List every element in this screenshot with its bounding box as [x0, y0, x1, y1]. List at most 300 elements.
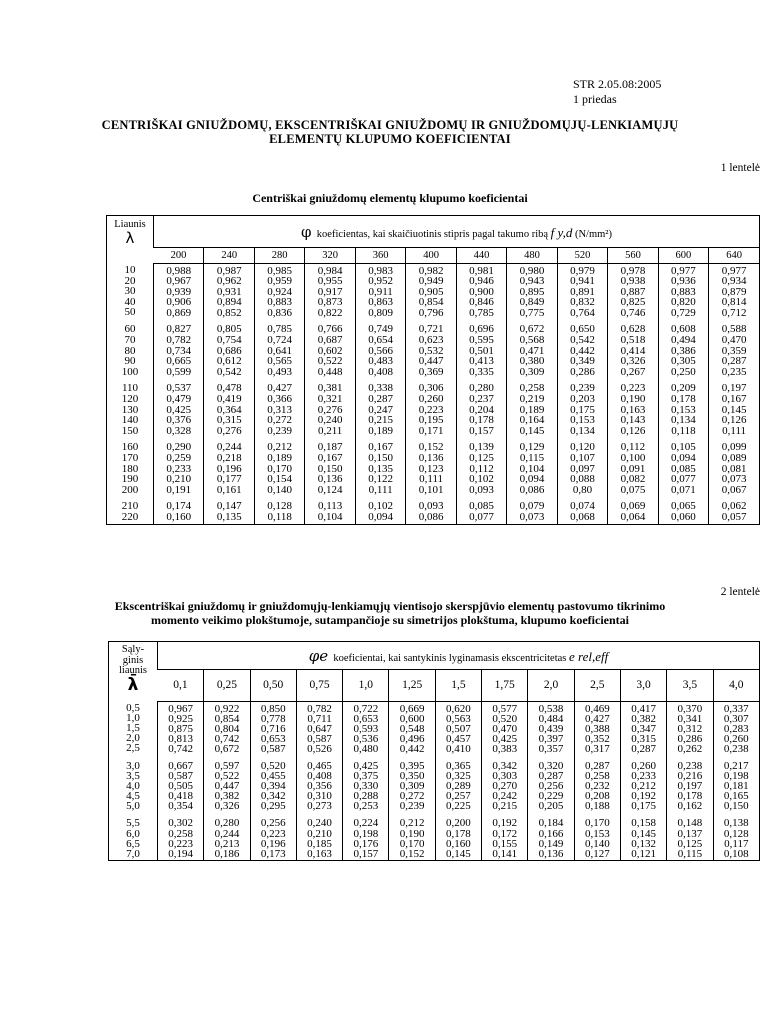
- coefficient-value: 0,126: [721, 414, 747, 427]
- coefficient-cell: [343, 755, 389, 812]
- coefficient-cell: [204, 319, 254, 378]
- coefficient-value: 0,978: [620, 264, 646, 277]
- coefficient-value: 0,846: [469, 296, 494, 309]
- coefficient-value: 0,470: [492, 722, 518, 735]
- coefficient-value: 0,270: [492, 780, 518, 793]
- coefficient-value: 0,257: [446, 790, 471, 803]
- coefficient-value: 0,979: [570, 264, 595, 277]
- coefficient-cell: [658, 437, 708, 496]
- coefficient-value: 0,599: [166, 365, 192, 378]
- coefficient-cell: [482, 755, 528, 812]
- coefficient-value: 0,136: [418, 452, 444, 464]
- coefficient-value: 0,922: [214, 702, 240, 715]
- coefficient-cell: [713, 701, 759, 755]
- lambda-cell: [107, 263, 154, 319]
- coefficient-value: 0,155: [492, 837, 518, 850]
- coefficient-value: 0,125: [469, 452, 494, 464]
- coefficient-value: 0,079: [519, 500, 545, 513]
- coefficient-cell: [557, 378, 607, 437]
- coefficient-cell: [667, 701, 713, 755]
- coefficient-value: 0,127: [584, 847, 610, 860]
- coefficient-value: 0,137: [677, 827, 703, 840]
- caption-line-2: momento veikimo plokštumoje, sutampančioje su simetrijos plokštuma, klupumo koeficientai: [150, 613, 629, 627]
- column-header: 1,5: [435, 670, 481, 701]
- coefficient-value: 0,850: [260, 702, 286, 715]
- coefficient-value: 0,244: [216, 441, 242, 454]
- coefficient-value: 0,242: [492, 790, 518, 803]
- coefficient-value: 0,276: [216, 424, 242, 437]
- coefficient-value: 0,820: [671, 296, 696, 309]
- column-header: 0,50: [250, 670, 296, 701]
- coefficient-value: 0,064: [620, 510, 646, 523]
- coefficient-value: 0,145: [631, 827, 656, 840]
- coefficient-value: 0,115: [519, 452, 545, 464]
- coefficient-value: 0,863: [368, 296, 393, 309]
- coefficient-value: 0,178: [469, 414, 494, 427]
- coefficient-value: 0,166: [538, 827, 564, 840]
- coefficient-value: 0,977: [671, 264, 696, 277]
- coefficient-value: 0,895: [519, 285, 545, 298]
- coefficient-value: 0,427: [267, 382, 293, 395]
- column-header: 240: [204, 248, 254, 263]
- coefficient-value: 0,198: [353, 827, 379, 840]
- lambda-value: 190: [121, 473, 139, 486]
- coefficient-value: 0,647: [307, 722, 332, 735]
- coefficient-value: 0,309: [399, 780, 425, 793]
- table-row-group: [107, 263, 760, 319]
- lambda-value: 180: [121, 462, 139, 475]
- coefficient-value: 0,060: [671, 510, 696, 523]
- coefficient-value: 0,522: [214, 770, 240, 783]
- coefficient-value: 0,983: [368, 264, 393, 277]
- coefficient-value: 0,335: [469, 365, 494, 378]
- coefficient-value: 0,984: [317, 264, 343, 277]
- coefficient-value: 0,306: [418, 382, 444, 395]
- coefficient-value: 0,160: [446, 837, 471, 850]
- coefficient-value: 0,465: [307, 759, 332, 772]
- coefficient-value: 0,326: [620, 355, 646, 368]
- coefficient-value: 0,094: [671, 452, 696, 464]
- coefficient-cell: [250, 812, 296, 860]
- coefficient-cell: [435, 701, 481, 755]
- coefficient-value: 0,164: [519, 414, 545, 427]
- coefficient-value: 0,388: [584, 722, 610, 735]
- coefficient-value: 0,321: [317, 393, 343, 406]
- coefficient-value: 0,494: [671, 334, 696, 347]
- coefficient-value: 0,135: [368, 462, 393, 475]
- column-header: 600: [658, 248, 708, 263]
- coefficient-value: 0,117: [724, 837, 749, 850]
- coefficient-value: 0,194: [168, 847, 194, 860]
- coefficient-value: 0,352: [584, 732, 610, 745]
- coefficient-value: 0,501: [469, 344, 494, 357]
- coefficient-cell: [658, 378, 708, 437]
- coefficient-value: 0,315: [216, 414, 242, 427]
- coefficient-value: 0,126: [620, 424, 646, 437]
- coefficient-value: 0,287: [584, 759, 610, 772]
- coefficient-value: 0,112: [620, 441, 646, 454]
- coefficient-value: 0,280: [214, 817, 240, 830]
- coefficient-value: 0,240: [317, 414, 343, 427]
- coefficient-value: 0,479: [166, 393, 192, 406]
- lambda-value: 40: [124, 295, 136, 308]
- coefficient-cell: [355, 263, 405, 319]
- coefficient-value: 0,941: [570, 275, 595, 288]
- coefficient-value: 0,366: [267, 393, 293, 406]
- coefficient-value: 0,140: [584, 837, 610, 850]
- coefficient-value: 0,077: [671, 473, 696, 486]
- table-row-group: [109, 701, 760, 755]
- lambda-cell: [107, 437, 154, 496]
- coefficient-value: 0,104: [519, 462, 545, 475]
- page-title: [100, 118, 680, 146]
- erel-symbol: e rel,eff: [569, 648, 609, 664]
- coefficient-value: 0,665: [166, 355, 192, 368]
- coefficient-value: 0,211: [317, 424, 343, 437]
- coefficient-cell: [296, 812, 342, 860]
- table-row-group: [107, 496, 760, 524]
- coefficient-value: 0,310: [307, 790, 332, 803]
- coefficient-value: 0,178: [677, 790, 703, 803]
- lambda-cell: [107, 319, 154, 378]
- coefficient-cell: [620, 812, 666, 860]
- coefficient-cell: [667, 812, 713, 860]
- coefficient-value: 0,094: [368, 510, 393, 523]
- coefficient-value: 0,189: [368, 424, 393, 437]
- coefficient-value: 0,209: [671, 382, 696, 395]
- coefficient-cell: [709, 496, 760, 524]
- coefficient-value: 0,936: [671, 275, 696, 288]
- lambda-value: 150: [121, 424, 139, 437]
- row-header-line-3: liaunis: [119, 665, 147, 676]
- coefficient-value: 0,526: [307, 742, 332, 755]
- coefficient-cell: [204, 378, 254, 437]
- coefficient-value: 0,223: [260, 827, 286, 840]
- coefficient-value: 0,782: [307, 702, 332, 715]
- coefficient-cell: [154, 437, 204, 496]
- coefficient-value: 0,185: [307, 837, 332, 850]
- coefficient-value: 0,111: [419, 473, 444, 486]
- coefficient-value: 0,069: [620, 500, 646, 513]
- coefficient-value: 0,600: [399, 712, 425, 725]
- lambda-value: 2,5: [126, 742, 140, 755]
- coefficient-value: 0,496: [399, 732, 425, 745]
- lambda-value: 210: [121, 500, 139, 513]
- coefficient-value: 0,256: [538, 780, 564, 793]
- lambda-value: 20: [124, 274, 136, 287]
- title-line-2: ELEMENTŲ KLUPUMO KOEFICIENTAI: [269, 132, 511, 146]
- lambda-value: 2,0: [126, 732, 140, 745]
- column-header: 0,25: [204, 670, 250, 701]
- coefficient-value: 0,244: [214, 827, 240, 840]
- coefficient-value: 0,125: [677, 837, 703, 850]
- coefficient-value: 0,102: [469, 473, 494, 486]
- lambda-value: 5,5: [126, 817, 140, 830]
- column-header: 3,5: [667, 670, 713, 701]
- coefficient-value: 0,356: [307, 780, 332, 793]
- coefficient-value: 0,118: [671, 424, 696, 437]
- coefficient-value: 0,832: [570, 296, 595, 309]
- coefficient-value: 0,189: [267, 452, 293, 464]
- coefficient-value: 0,071: [671, 483, 696, 496]
- coefficient-value: 0,813: [168, 732, 194, 745]
- coefficient-value: 0,238: [723, 742, 749, 755]
- coefficient-cell: [406, 378, 456, 437]
- coefficient-value: 0,470: [721, 334, 747, 347]
- coefficient-value: 0,196: [260, 837, 286, 850]
- coefficient-value: 0,150: [723, 800, 749, 813]
- coefficient-value: 0,104: [317, 510, 343, 523]
- coefficient-value: 0,141: [492, 847, 518, 860]
- coefficient-value: 0,101: [418, 483, 444, 496]
- table1-header-description: [154, 216, 760, 248]
- column-header: 560: [608, 248, 658, 263]
- lambda-value: 160: [121, 441, 139, 454]
- coefficient-value: 0,342: [492, 759, 518, 772]
- coefficient-value: 0,132: [631, 837, 656, 850]
- coefficient-value: 0,170: [584, 817, 610, 830]
- coefficient-value: 0,091: [620, 462, 646, 475]
- coefficient-value: 0,962: [216, 275, 242, 288]
- coefficient-value: 0,380: [519, 355, 545, 368]
- coefficient-value: 0,822: [317, 306, 343, 319]
- coefficient-value: 0,805: [216, 323, 242, 336]
- coefficient-value: 0,350: [399, 770, 425, 783]
- coefficient-cell: [389, 812, 435, 860]
- coefficient-value: 0,507: [446, 722, 471, 735]
- coefficient-value: 0,959: [267, 275, 293, 288]
- coefficient-value: 0,987: [216, 264, 242, 277]
- coefficient-value: 0,447: [214, 780, 240, 793]
- coefficient-value: 0,425: [166, 403, 192, 416]
- coefficient-value: 0,394: [260, 780, 286, 793]
- coefficient-value: 0,749: [368, 323, 393, 336]
- coefficient-value: 0,152: [418, 441, 444, 454]
- coefficient-value: 0,150: [368, 452, 393, 464]
- coefficient-value: 0,165: [723, 790, 749, 803]
- coefficient-value: 0,175: [631, 800, 656, 813]
- coefficient-value: 0,471: [519, 344, 545, 357]
- coefficient-value: 0,259: [166, 452, 192, 464]
- coefficient-value: 0,073: [721, 473, 747, 486]
- lambda-cell: [109, 701, 158, 755]
- coefficient-value: 0,286: [570, 365, 595, 378]
- coefficient-value: 0,260: [418, 393, 444, 406]
- coefficient-value: 0,239: [267, 424, 293, 437]
- units-label: (N/mm²): [574, 228, 612, 240]
- coefficient-value: 0,217: [723, 759, 749, 772]
- table1-row-header: [107, 216, 154, 264]
- coefficient-value: 0,290: [166, 441, 192, 454]
- coefficient-value: 0,825: [620, 296, 646, 309]
- coefficient-value: 0,283: [723, 722, 749, 735]
- coefficient-value: 0,192: [492, 817, 518, 830]
- coefficient-value: 0,382: [214, 790, 240, 803]
- coefficient-value: 0,143: [620, 414, 646, 427]
- coefficient-cell: [507, 319, 557, 378]
- row-header-line-1: Sąly-: [121, 644, 145, 655]
- coefficient-value: 0,469: [584, 702, 610, 715]
- coefficient-value: 0,191: [166, 483, 192, 496]
- coefficient-cell: [557, 263, 607, 319]
- coefficient-cell: [254, 378, 304, 437]
- coefficient-value: 0,124: [317, 483, 343, 496]
- coefficient-value: 0,566: [368, 344, 393, 357]
- coefficient-cell: [709, 319, 760, 378]
- coefficient-value: 0,924: [267, 285, 293, 298]
- coefficient-value: 0,312: [677, 722, 703, 735]
- coefficient-value: 0,911: [368, 285, 393, 298]
- coefficient-value: 0,235: [721, 365, 747, 378]
- coefficient-value: 0,478: [216, 382, 242, 395]
- coefficient-value: 0,196: [216, 462, 242, 475]
- coefficient-value: 0,775: [519, 306, 545, 319]
- coefficient-value: 0,218: [216, 452, 242, 464]
- coefficient-value: 0,782: [166, 334, 192, 347]
- coefficient-value: 0,129: [519, 441, 545, 454]
- coefficient-value: 0,108: [723, 847, 749, 860]
- coefficient-value: 0,145: [446, 847, 471, 860]
- coefficient-value: 0,224: [353, 817, 379, 830]
- coefficient-cell: [507, 378, 557, 437]
- coefficient-value: 0,875: [168, 722, 194, 735]
- coefficient-cell: [158, 701, 204, 755]
- coefficient-cell: [204, 701, 250, 755]
- lambda-value: 30: [124, 285, 136, 298]
- coefficient-value: 0,203: [570, 393, 595, 406]
- column-header: 0,75: [296, 670, 342, 701]
- coefficient-value: 0,287: [631, 742, 656, 755]
- lambda-value: 50: [124, 306, 136, 319]
- coefficient-value: 0,163: [307, 847, 332, 860]
- coefficient-value: 0,563: [446, 712, 471, 725]
- coefficient-value: 0,068: [570, 510, 595, 523]
- coefficient-cell: [620, 755, 666, 812]
- lambda-value: 1,5: [126, 722, 140, 735]
- coefficient-value: 0,894: [216, 296, 242, 309]
- coefficient-value: 0,484: [538, 712, 564, 725]
- coefficient-cell: [154, 263, 204, 319]
- coefficient-value: 0,628: [620, 323, 646, 336]
- column-header: 4,0: [713, 670, 759, 701]
- coefficient-value: 0,80: [572, 483, 593, 496]
- coefficient-value: 0,170: [399, 837, 425, 850]
- table1-caption: Centriškai gniuždomų elementų klupumo koeficientai: [252, 191, 528, 205]
- coefficient-cell: [574, 701, 620, 755]
- coefficient-value: 0,213: [214, 837, 240, 850]
- lambda-value: 7,0: [126, 847, 140, 860]
- coefficient-cell: [507, 496, 557, 524]
- coefficient-value: 0,548: [399, 722, 425, 735]
- phi-e-symbol: φe: [308, 646, 329, 665]
- coefficient-value: 0,089: [721, 452, 747, 464]
- coefficient-cell: [574, 755, 620, 812]
- coefficient-value: 0,154: [267, 473, 293, 486]
- coefficient-value: 0,313: [267, 403, 293, 416]
- coefficient-value: 0,653: [260, 732, 286, 745]
- lambda-value: 10: [124, 264, 136, 276]
- coefficient-value: 0,985: [267, 264, 293, 277]
- column-header: 280: [254, 248, 304, 263]
- coefficient-value: 0,542: [216, 365, 242, 378]
- coefficient-cell: [406, 437, 456, 496]
- coefficient-cell: [355, 437, 405, 496]
- coefficient-value: 0,105: [671, 441, 696, 454]
- lambda-value: 6,5: [126, 837, 140, 850]
- coefficient-value: 0,077: [469, 510, 494, 523]
- coefficient-value: 0,152: [399, 847, 425, 860]
- coefficient-value: 0,716: [260, 722, 286, 735]
- coefficient-value: 0,588: [721, 323, 747, 336]
- coefficient-value: 0,342: [260, 790, 286, 803]
- coefficient-cell: [574, 812, 620, 860]
- coefficient-value: 0,307: [723, 712, 749, 725]
- lambda-value: 170: [121, 452, 139, 464]
- coefficient-value: 0,223: [620, 382, 646, 395]
- coefficient-value: 0,687: [317, 334, 343, 347]
- row-header-line-2: ginis: [122, 654, 144, 666]
- coefficient-value: 0,946: [469, 275, 494, 288]
- coefficient-value: 0,267: [620, 365, 646, 378]
- lambda-value: 100: [121, 365, 139, 378]
- coefficient-value: 0,977: [721, 264, 747, 277]
- coefficient-cell: [713, 755, 759, 812]
- coefficient-value: 0,955: [317, 275, 343, 288]
- lambda-value: 220: [121, 510, 139, 523]
- coefficient-value: 0,931: [216, 285, 242, 298]
- coefficient-value: 0,177: [216, 473, 242, 486]
- lambda-value: 200: [121, 483, 139, 496]
- coefficient-value: 0,258: [168, 827, 194, 840]
- coefficient-cell: [658, 263, 708, 319]
- coefficient-value: 0,854: [418, 296, 444, 309]
- lambda-value: 3,5: [126, 770, 140, 783]
- coefficient-value: 0,408: [307, 770, 332, 783]
- coefficient-value: 0,981: [469, 264, 494, 277]
- coefficient-value: 0,359: [721, 344, 747, 357]
- coefficient-cell: [658, 496, 708, 524]
- coefficient-value: 0,873: [317, 296, 343, 309]
- coefficient-value: 0,082: [620, 473, 646, 486]
- coefficient-value: 0,620: [446, 702, 471, 715]
- column-header: 1,25: [389, 670, 435, 701]
- coefficient-value: 0,905: [418, 285, 444, 298]
- coefficient-value: 0,118: [267, 510, 292, 523]
- coefficient-value: 0,980: [519, 264, 545, 277]
- coefficient-cell: [456, 378, 506, 437]
- coefficient-value: 0,542: [570, 334, 595, 347]
- fyd-symbol: f y,d: [550, 224, 573, 240]
- coefficient-value: 0,057: [721, 510, 747, 523]
- coefficient-value: 0,184: [538, 817, 564, 830]
- coefficient-cell: [557, 319, 607, 378]
- coefficient-value: 0,827: [166, 323, 192, 336]
- coefficient-cell: [250, 701, 296, 755]
- coefficient-value: 0,134: [570, 424, 595, 437]
- coefficient-value: 0,522: [317, 355, 343, 368]
- coefficient-value: 0,273: [307, 800, 332, 813]
- coefficient-value: 0,189: [519, 403, 545, 416]
- header-text: koeficientas, kai skaičiuotinis stipris pagal takumo ribą: [316, 228, 549, 240]
- header-text: koeficientai, kai santykinis lyginamasis ekscentricitetas: [333, 652, 567, 664]
- column-header: 1,0: [343, 670, 389, 701]
- coefficient-value: 0,849: [519, 296, 545, 309]
- coefficient-cell: [254, 496, 304, 524]
- coefficient-value: 0,167: [368, 441, 393, 454]
- coefficient-value: 0,288: [353, 790, 379, 803]
- coefficient-cell: [456, 263, 506, 319]
- coefficient-cell: [482, 701, 528, 755]
